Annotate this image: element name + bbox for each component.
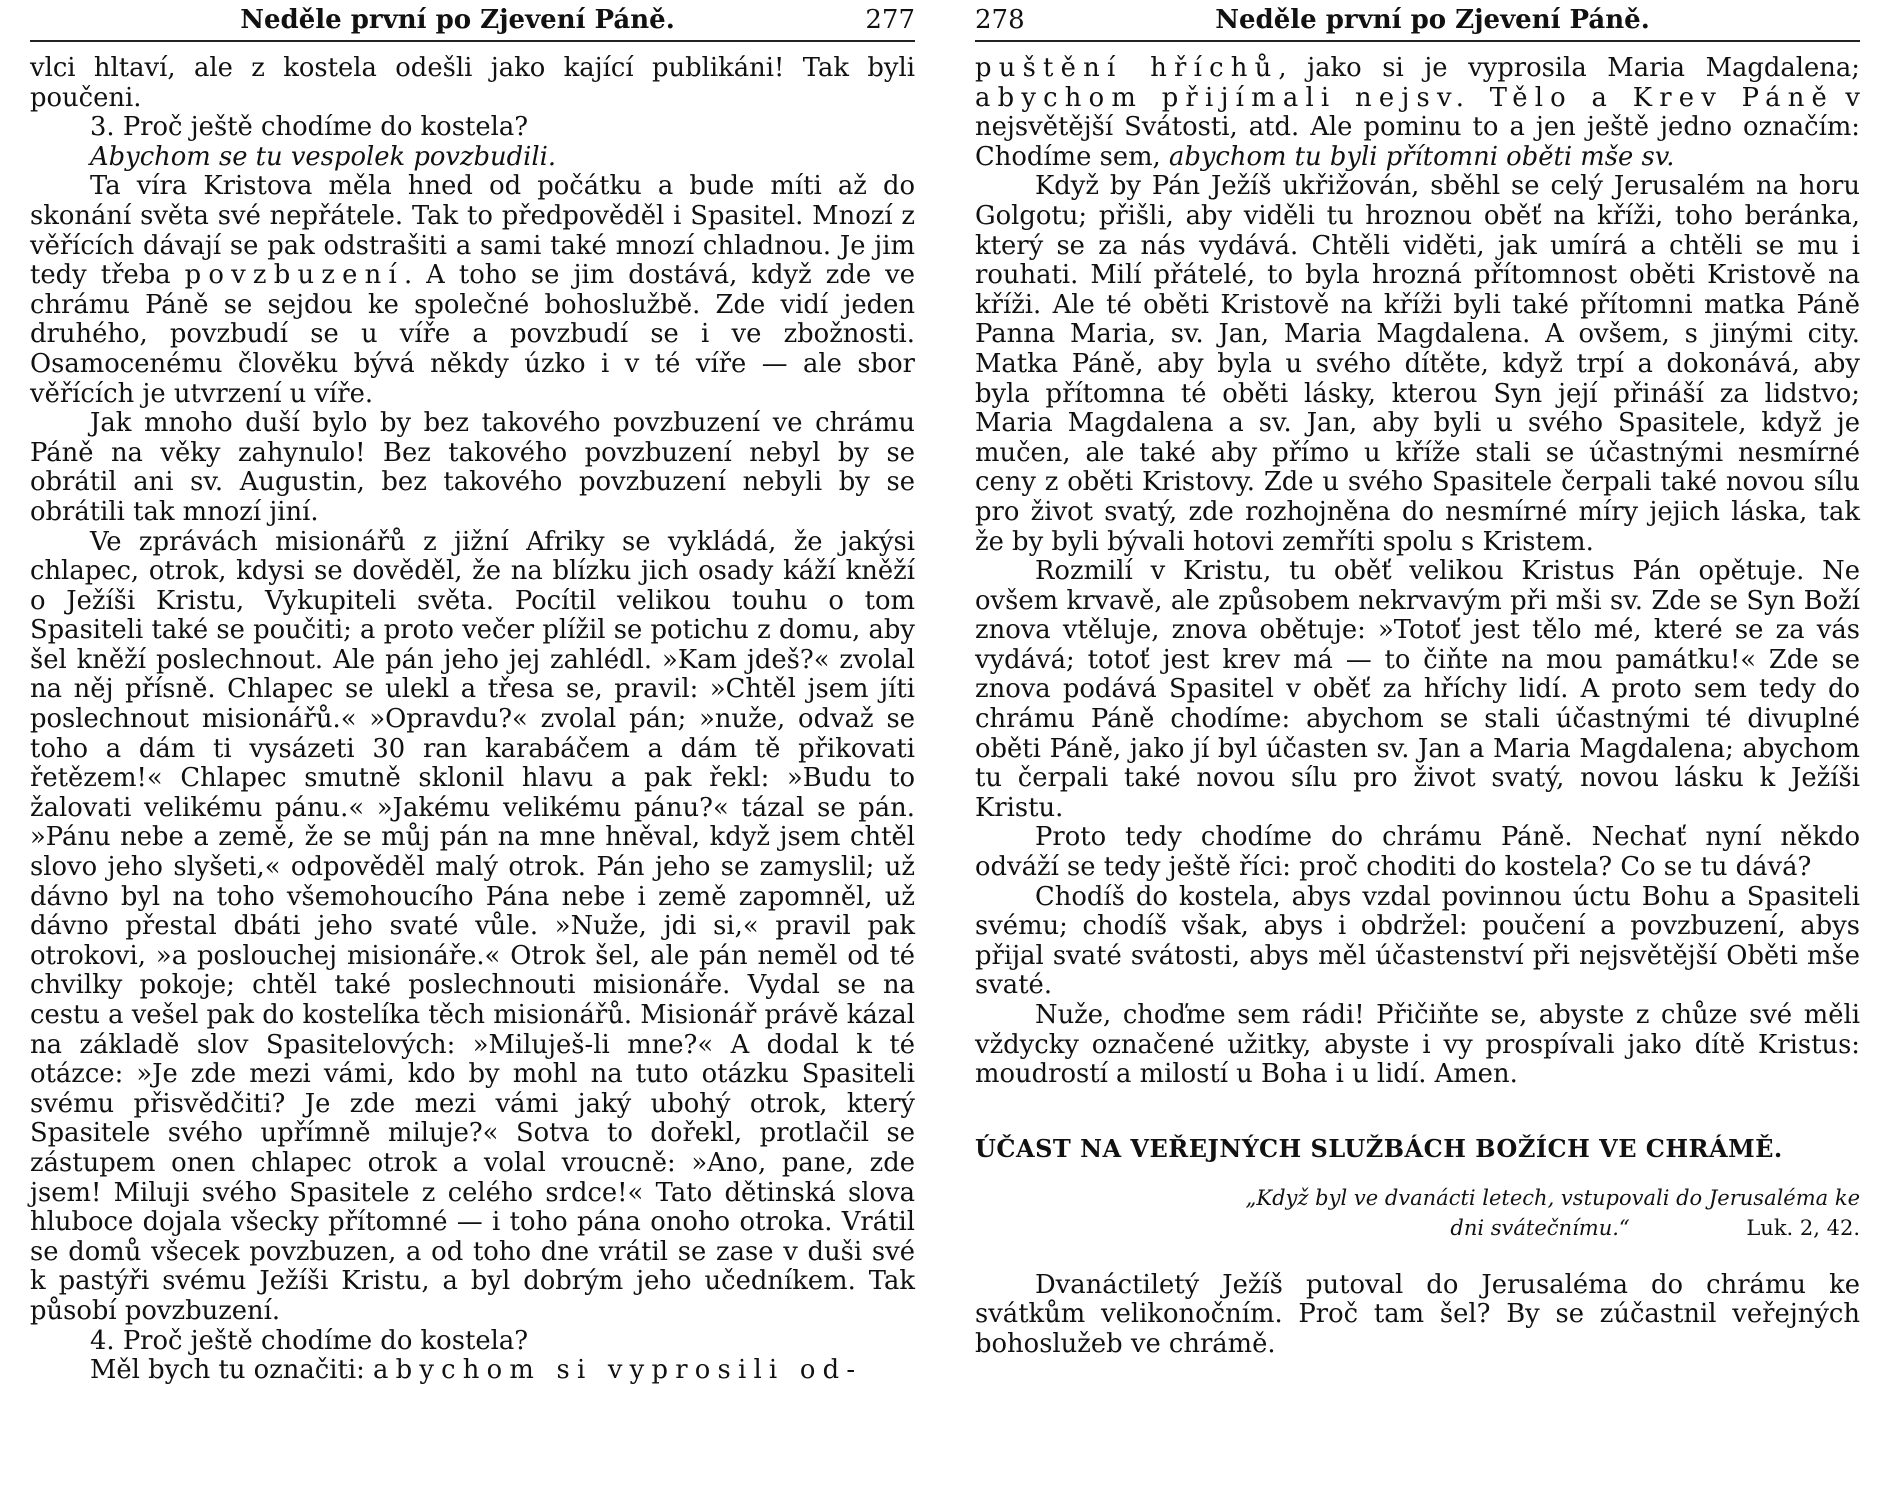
left-paragraph-4: Ve zprávách misionářů z jižní Afriky se vykládá, že jakýsi chlapec, otrok, kdysi se dověděl, že na blízku jich osady káží kněží o Ježíši Kristu, Vykupiteli světa. Pocítil velikou touhu o tom Spasiteli také se poučiti; a proto večer plížil se potichu z domu, aby šel kněží poslechnout. Ale pán jeho jej zahlédl. »Kam jdeš?« zvolal na něj přísně. Chlapec se ulekl a třesa se, pravil: »Chtěl jsem jíti poslechnout misionářů.« »Opravdu?« zvolal pán; »nuže, odvaž se toho a dám ti vysázeti 30 ran karabáčem a dám tě přikovati řetězem!« Chlapec smutně sklonil hlavu a pak řekl: »Budu to žalovati velikému pánu.« »Jakému velikému pánu?« tázal se pán. »Pánu nebe a země, že se můj pán na mne hněval, když jsem chtěl slovo jeho slyšeti,« odpověděl malý otrok. Pán jeho se zamyslil; už dávno byl na toho všemohoucího Pána nebe i země zapomněl, už dávno přestal dbáti jeho svaté vůle. »Nuže, jdi si,« pravil pak otrokovi, »a poslouchej misionáře.« Otrok šel, ale pán neměl od té chvilky pokoje; chtěl také poslechnouti misionáře. Vydal se na cestu a vešel pak do kostelíka těch misionářů. Misionář právě kázal na základě slov Spasitelových: »Miluješ-li mne?« A dodal k té otázce: »Je zde mezi vámi, kdo by mohl na tuto otázku Spasiteli svému přisvědčiti? Je zde mezi vámi jaký ubohý otrok, který Spasitele svého upřímně miluje?« Sotva to dořekl, protlačil se zástupem onen chlapec otrok a volal vroucně: »Ano, pane, zde jsem! Miluji svého Spasitele z celého srdce!« Tato dětinská slova hluboce dojala všecky přítomné — i toho pána onoho otroka. Vrátil se domů všecek povzbuzen, a od toho dne vrátil se zase v duši své k pastýři svému Ježíši Kristu, a byl dobrým jeho učedníkem. Tak působí povzbuzení. bbox=[30, 526, 915, 1326]
right-page bbox=[975, 0, 1860, 1500]
right-running-head bbox=[975, 0, 1860, 42]
left-paragraph-3: Jak mnoho duší bylo by bez takového povzbuzení ve chrámu Páně na věky zahynulo! Bez takového povzbuzení nebyl by se obrátil ani sv. Augustin, bez takového povzbuzení nebyli by se obrátili tak mnozí jiní. bbox=[30, 408, 915, 527]
motto-text: „Když byl ve dvanácti letech, vstupovali do Jerusaléma ke dni svátečnímu.“ bbox=[1245, 1185, 1860, 1240]
right-paragraph-7: Dvanáctiletý Ježíš putoval do Jerusaléma do chrámu ke svátkům velikonočním. Proč tam šel? By se zúčastnil veřejných bohoslužeb ve chrámě. bbox=[975, 1269, 1860, 1359]
left-paragraph-5 bbox=[30, 1356, 915, 1386]
left-paragraph-2-part-b: . A toho se jim dostává, když zde ve chrámu Páně se sejdou ke společné bohoslužbě. Zde vidí jeden druhého, povzbudí se u víře a povzbudí se i ve zbožnosti. Osamocenému člověku bývá někdy úzko i v té víře — ale sbor věřících je utvrzení u víře. bbox=[30, 260, 915, 409]
right-paragraph-2: Když by Pán Ježíš ukřižován, sběhl se celý Jerusalém na horu Golgotu; přišli, aby viděli tu hroznou oběť na kříži, toho beránka, který se za nás vydává. Chtěli viděti, jak umírá a chtěli se mu i rouhati. Milí přátelé, to byla hrozná přítomnost oběti Kristově na kříži. Ale té oběti Kristově na kříži byli také přítomni matka Páně Panna Maria, sv. Jan, Maria Magdalena. A ovšem, s jinými city. Matka Páně, aby byla u svého dítěte, když trpí a dokonává, aby byla přítomna té oběti lásky, kterou Syn její přináší za lidstvo; Maria Magdalena a sv. Jan, aby byli u svého Spasitele, když je mučen, ale také aby přímo u kříže stali se účastnými nesmírné ceny z oběti Kristovy. Zde u svého Spasitele čerpali také novou sílu pro život svatý, zde rozhojněna do nesmírné míry jejich láska, tak že by byli bývali hotovi zemříti spolu s Kristem. bbox=[975, 171, 1860, 557]
left-paragraph-5-part-a: Měl bych tu označiti: bbox=[90, 1355, 373, 1386]
right-paragraph-5: Chodíš do kostela, abys vzdal povinnou úctu Bohu a Spasiteli svému; chodíš však, abys i obdržel: poučení a povzbuzení, abys přijal svaté svátosti, abys měl účastenství při nejsvětější Oběti mše svaté. bbox=[975, 881, 1860, 1001]
right-paragraph-1-part-b: v nejsvětější Svátosti, atd. Ale pominu to a jen ještě jedno označím: Chodíme sem, bbox=[975, 82, 1860, 172]
right-paragraph-1-part-a: , jako si je vyprosila Maria Magdalena; bbox=[1278, 53, 1860, 83]
right-paragraph-1-italic: abychom tu byli přítomni oběti mše sv. bbox=[1168, 141, 1675, 172]
right-paragraph-1-spaced-a: puštění hříchů bbox=[975, 53, 1279, 83]
left-running-head bbox=[30, 0, 915, 42]
section-title: ÚČAST NA VEŘEJNÝCH SLUŽBÁCH BOŽÍCH VE CHRÁMĚ. bbox=[975, 1133, 1783, 1163]
left-paragraph-5-spaced: abychom si vyprosili od- bbox=[373, 1355, 863, 1386]
left-page-number: 277 bbox=[865, 5, 915, 35]
left-paragraph-2-part-a: Ta víra Kristova měla hned od počátku a bude míti až do skonání světa své nepřátele. Tak to předpověděl i Spasitel. Mnozí z věřících dávají se pak odstrašiti a sami také mnozí chladnou. Je jim tedy třeba bbox=[30, 171, 915, 291]
left-paragraph-2 bbox=[30, 172, 915, 409]
right-header-title: Neděle první po Zjevení Páně. bbox=[1215, 5, 1650, 35]
motto bbox=[975, 1183, 1860, 1243]
left-body-text bbox=[30, 54, 915, 1386]
left-page bbox=[30, 0, 915, 1500]
right-paragraph-1 bbox=[975, 54, 1860, 172]
left-paragraph-1: vlci hltaví, ale z kostela odešli jako kající publikáni! Tak byli poučeni. bbox=[30, 53, 915, 113]
left-question-4: 4. Proč ještě chodíme do kostela? bbox=[90, 1325, 529, 1356]
left-answer-3: Abychom se tu vespolek povzbudili. bbox=[90, 141, 557, 172]
left-paragraph-2-spaced: povzbuzení bbox=[184, 260, 404, 291]
right-paragraph-3: Rozmilí v Kristu, tu oběť velikou Kristus Pán opětuje. Ne ovšem krvavě, ale způsobem nekrvavým při mši sv. Zde se Syn Boží znova vtěluje, znova obětuje: »Totoť jest tělo mé, které se za vás vydává; totoť jest krev má — to čiňte na mou památku!« Zde se znova podává Spasitel v oběť za hříchy lidí. A proto sem tedy do chrámu Páně chodíme: abychom se stali účastnými té divuplné oběti Páně, jako jí byl účasten sv. Jan a Maria Magdalena; abychom tu čerpali také novou sílu pro život svatý, novou lásku k Ježíši Kristu. bbox=[975, 556, 1860, 823]
motto-reference: Luk. 2, 42. bbox=[1746, 1215, 1860, 1240]
right-body-text bbox=[975, 54, 1860, 1090]
right-body-text-2 bbox=[975, 1271, 1860, 1360]
left-question-3: 3. Proč ještě chodíme do kostela? bbox=[90, 112, 529, 143]
right-paragraph-4: Proto tedy chodíme do chrámu Páně. Nechať nyní někdo odváží se tedy ještě říci: proč choditi do kostela? Co se tu dává? bbox=[975, 822, 1860, 883]
right-page-number: 278 bbox=[975, 5, 1025, 35]
right-paragraph-6: Nuže, choďme sem rádi! Přičiňte se, abyste z chůze své měli vždycky označené užitky, abyste i vy prospívali jako dítě Kristus: moudrostí a milostí u Boha i u lidí. Amen. bbox=[975, 1000, 1860, 1090]
right-paragraph-1-spaced-b: abychom přijímali nejsv. Tělo a Krev Páně bbox=[975, 82, 1835, 113]
left-header-title: Neděle první po Zjevení Páně. bbox=[240, 5, 675, 35]
